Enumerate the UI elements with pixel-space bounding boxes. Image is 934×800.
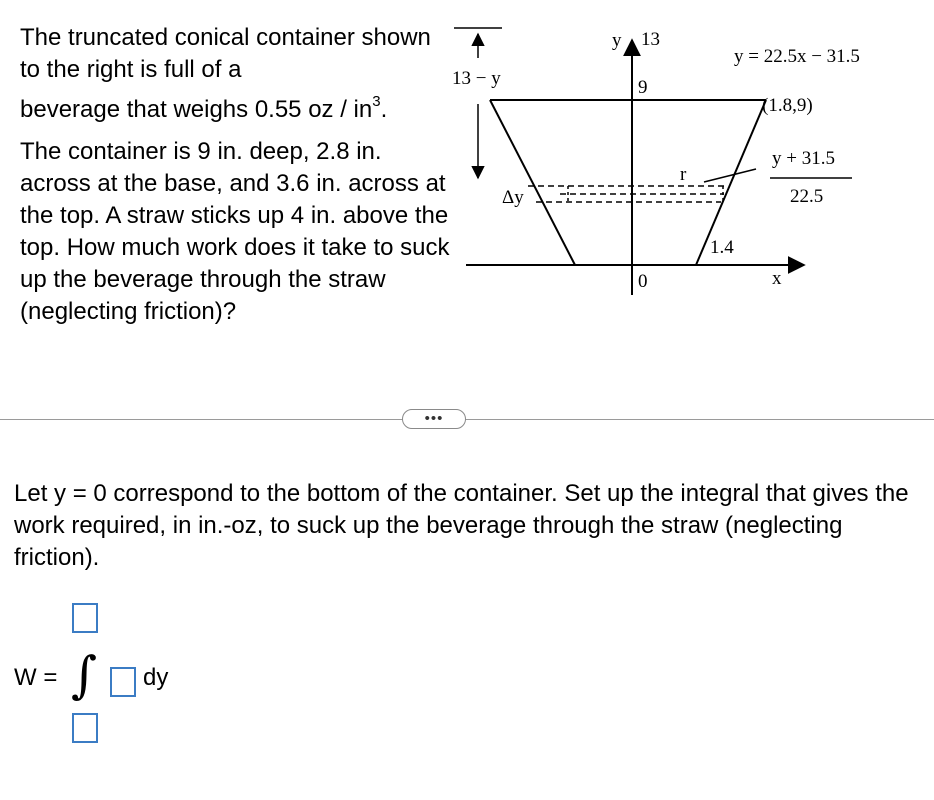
show-more-button[interactable]: ••• xyxy=(402,409,466,429)
y-0-label: 0 xyxy=(638,271,648,292)
container-diagram xyxy=(440,20,880,300)
fraction-denominator: 22.5 xyxy=(790,186,824,207)
thirteen-minus-y-label: 13 − y xyxy=(452,68,501,89)
y-9-label: 9 xyxy=(638,77,648,98)
exponent-3: 3 xyxy=(372,93,381,110)
period: . xyxy=(380,96,388,123)
problem-line-3: The container is 9 in. deep, 2.8 in. across at the base, and 3.6 in. across at the top. A straw sticks up 4 in. above the top. How much work does it take to suck up the beverage through the straw (neglecting friction)? xyxy=(20,138,450,325)
fraction-numerator: y + 31.5 xyxy=(772,148,835,169)
upper-limit-input[interactable] xyxy=(72,603,98,633)
question-text: Let y = 0 correspond to the bottom of the container. Set up the integral that gives the work required, in in.-oz, to suck up the beverage through the straw (neglecting friction). xyxy=(14,480,909,571)
density-text: beverage that weighs 0.55 oz / in xyxy=(20,96,373,123)
delta-y-label: Δy xyxy=(502,187,524,208)
container-left-wall xyxy=(490,100,575,265)
container-figure xyxy=(440,20,880,300)
y-axis-label: y xyxy=(612,30,622,51)
problem-line-2 xyxy=(20,93,388,123)
work-label: W = xyxy=(14,664,58,691)
integral-sign: ∫ xyxy=(71,646,98,704)
x-axis-label: x xyxy=(772,268,782,289)
point-label: (1.8,9) xyxy=(762,95,813,116)
fraction-pointer xyxy=(704,169,756,182)
base-half-label: 1.4 xyxy=(710,237,734,258)
problem-statement xyxy=(20,22,450,328)
y-13-label: 13 xyxy=(641,29,660,50)
line-equation: y = 22.5x − 31.5 xyxy=(734,46,860,67)
r-label: r xyxy=(680,164,687,185)
section-divider xyxy=(0,419,934,420)
problem-line-1: The truncated conical container shown to the right is full of a xyxy=(20,24,431,83)
dy-label: dy xyxy=(143,664,169,691)
lower-limit-input[interactable] xyxy=(72,713,98,743)
integrand-input[interactable] xyxy=(110,667,136,697)
